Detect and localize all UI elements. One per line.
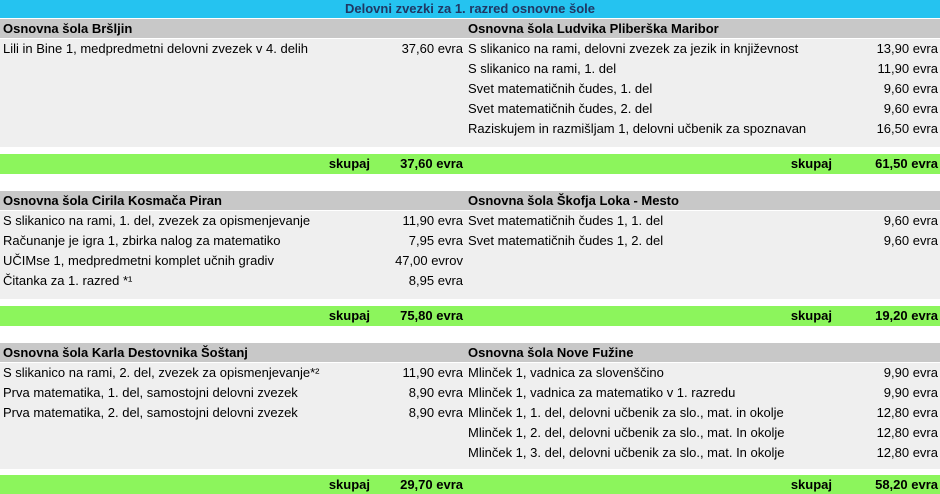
item-row [0, 403, 940, 423]
item-price [376, 59, 466, 79]
item-row [0, 271, 940, 291]
item-price: 12,80 evra [876, 425, 938, 440]
item-name: S slikanico na rami, 1. del [468, 61, 617, 76]
spacer [0, 147, 940, 154]
header-spacer [376, 343, 466, 362]
item-price [838, 271, 940, 291]
header-spacer [838, 19, 940, 38]
header-spacer [376, 19, 466, 38]
item-name: Svet matematičnih čudes 1, 2. del [468, 233, 664, 248]
item-name [0, 119, 376, 139]
spacer [0, 174, 940, 191]
spacer [0, 139, 940, 147]
header-spacer [838, 191, 940, 210]
totals-row [0, 306, 940, 326]
item-name: UČIMse 1, medpredmetni komplet učnih gradiv [3, 253, 274, 268]
spacer [0, 299, 940, 306]
item-name [466, 271, 838, 291]
item-row [0, 211, 940, 231]
item-price: 47,00 evrov [395, 253, 463, 268]
school-name-left: Osnovna šola Bršljin [3, 21, 133, 36]
school-name-left: Osnovna šola Cirila Kosmača Piran [3, 193, 222, 208]
item-name: Svet matematičnih čudes, 2. del [468, 101, 653, 116]
item-name: S slikanico na rami, delovni zvezek za jezik in književnost [468, 41, 799, 56]
total-value: 29,70 evra [400, 477, 463, 492]
item-row [0, 383, 940, 403]
item-price [376, 79, 466, 99]
item-price: 11,90 evra [877, 61, 938, 76]
item-name [466, 251, 838, 271]
item-name: Prva matematika, 2. del, samostojni delovni zvezek [3, 405, 298, 420]
item-price: 8,90 evra [408, 385, 463, 400]
item-price: 9,60 evra [883, 213, 938, 228]
school-name-right: Osnovna šola Škofja Loka - Mesto [468, 193, 679, 208]
spacer [0, 326, 940, 343]
item-row [0, 443, 940, 463]
item-price: 7,95 evra [408, 233, 463, 248]
item-row [0, 59, 940, 79]
item-price: 13,90 evra [876, 41, 938, 56]
item-price: 16,50 evra [876, 121, 938, 136]
item-name: S slikanico na rami, 1. del, zvezek za opismenjevanje [3, 213, 311, 228]
section-piran-skofjaloka [0, 191, 940, 343]
item-name: Prva matematika, 1. del, samostojni delovni zvezek [3, 385, 298, 400]
item-price: 8,95 evra [408, 273, 463, 288]
header-spacer [376, 191, 466, 210]
item-price [376, 99, 466, 119]
totals-row [0, 154, 940, 174]
page-title: Delovni zvezki za 1. razred osnovne šole [0, 0, 940, 19]
item-name [0, 423, 376, 443]
total-value: 37,60 evra [400, 156, 463, 171]
school-name-right: Osnovna šola Ludvika Pliberška Maribor [468, 21, 719, 36]
item-row [0, 251, 940, 271]
item-name: Mlinček 1, 3. del, delovni učbenik za slo., mat. In okolje [468, 445, 785, 460]
item-price: 9,60 evra [883, 81, 938, 96]
school-name-right: Osnovna šola Nove Fužine [468, 345, 634, 360]
total-label: skupaj [328, 477, 370, 492]
school-header-row [0, 19, 940, 39]
school-header-row [0, 191, 940, 211]
total-label: skupaj [328, 156, 370, 171]
item-name: Raziskujem in razmišljam 1, delovni učbenik za spoznavan [468, 121, 807, 136]
total-value: 58,20 evra [875, 477, 938, 492]
school-header-row [0, 343, 940, 363]
header-spacer [838, 343, 940, 362]
item-row [0, 119, 940, 139]
item-row [0, 99, 940, 119]
item-name: Čitanka za 1. razred *¹ [3, 273, 133, 288]
item-price: 12,80 evra [876, 445, 938, 460]
totals-row [0, 475, 940, 494]
item-name: Računanje je igra 1, zbirka nalog za matematiko [3, 233, 281, 248]
item-name: Svet matematičnih čudes 1, 1. del [468, 213, 664, 228]
item-row [0, 79, 940, 99]
total-label: skupaj [790, 477, 832, 492]
item-row [0, 39, 940, 59]
item-price: 9,60 evra [883, 233, 938, 248]
school-name-left: Osnovna šola Karla Destovnika Šoštanj [3, 345, 248, 360]
total-label: skupaj [328, 308, 370, 323]
item-name [0, 99, 376, 119]
item-price [376, 119, 466, 139]
item-price: 9,60 evra [883, 101, 938, 116]
item-price: 37,60 evra [401, 41, 463, 56]
item-price [838, 251, 940, 271]
item-name: S slikanico na rami, 2. del, zvezek za opismenjevanje*² [3, 365, 320, 380]
item-price: 9,90 evra [883, 365, 938, 380]
total-value: 19,20 evra [875, 308, 938, 323]
item-price [376, 443, 466, 463]
item-name: Lili in Bine 1, medpredmetni delovni zvezek v 4. delih [3, 41, 308, 56]
item-price: 9,90 evra [883, 385, 938, 400]
total-label: skupaj [790, 308, 832, 323]
item-price: 11,90 evra [402, 213, 463, 228]
item-name [0, 59, 376, 79]
item-price [376, 423, 466, 443]
item-name: Mlinček 1, 1. del, delovni učbenik za slo., mat. in okolje [468, 405, 784, 420]
item-name [0, 443, 376, 463]
item-price: 12,80 evra [876, 405, 938, 420]
item-price: 8,90 evra [408, 405, 463, 420]
spacer [0, 291, 940, 299]
item-row [0, 231, 940, 251]
item-name: Svet matematičnih čudes, 1. del [468, 81, 653, 96]
section-brsljin-pliberska [0, 19, 940, 191]
total-label: skupaj [790, 156, 832, 171]
item-price: 11,90 evra [402, 365, 463, 380]
total-value: 75,80 evra [400, 308, 463, 323]
section-sostanj-novefuzine [0, 343, 940, 494]
item-name: Mlinček 1, vadnica za slovenščino [468, 365, 664, 380]
item-name [0, 79, 376, 99]
item-name: Mlinček 1, 2. del, delovni učbenik za slo., mat. In okolje [468, 425, 785, 440]
item-name: Mlinček 1, vadnica za matematiko v 1. razredu [468, 385, 736, 400]
item-row [0, 423, 940, 443]
item-row [0, 363, 940, 383]
total-value: 61,50 evra [875, 156, 938, 171]
